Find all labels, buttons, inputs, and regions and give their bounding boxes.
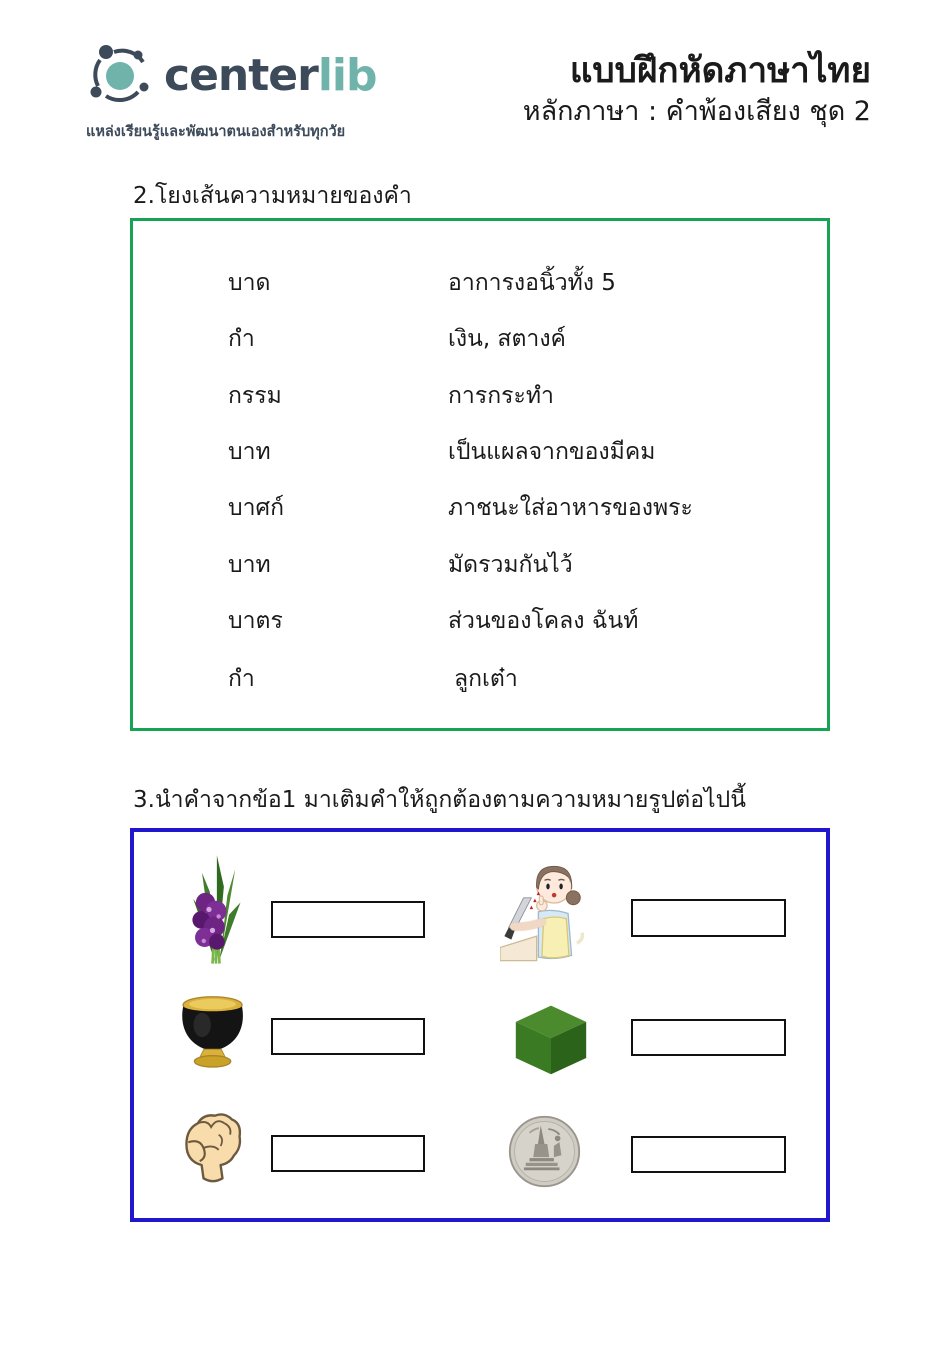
match-word: บาศก์ bbox=[228, 495, 285, 521]
match-meaning: เป็นแผลจากของมีคม bbox=[448, 439, 656, 465]
section2-heading: 2.โยงเส้นความหมายของคำ bbox=[133, 183, 412, 209]
match-row bbox=[133, 547, 827, 579]
page-subtitle: หลักภาษา : คำพ้องเสียง ชุด 2 bbox=[522, 95, 871, 127]
match-row bbox=[133, 434, 827, 466]
thai-one-baht-coin-icon bbox=[507, 1114, 582, 1189]
matching-exercise-box bbox=[130, 218, 830, 731]
match-row bbox=[133, 661, 827, 693]
centerlib-logo-icon bbox=[86, 38, 158, 114]
match-meaning: ภาชนะใส่อาหารของพระ bbox=[448, 495, 693, 521]
match-meaning: อาการงอนิ้วทั้ง 5 bbox=[448, 270, 616, 296]
picture-fill-in-box bbox=[130, 828, 830, 1222]
girl-cut-finger-with-knife-icon bbox=[500, 856, 596, 964]
match-row bbox=[133, 490, 827, 522]
worksheet-header bbox=[523, 50, 871, 129]
answer-box-bowl[interactable] bbox=[271, 1018, 425, 1055]
match-word: บาตร bbox=[228, 608, 283, 634]
match-meaning: เงิน, สตางค์ bbox=[448, 326, 566, 352]
answer-box-coin[interactable] bbox=[631, 1136, 786, 1173]
answer-box-fist[interactable] bbox=[271, 1135, 425, 1172]
match-row bbox=[133, 265, 827, 297]
match-row bbox=[133, 603, 827, 635]
brand-name: centerlib bbox=[164, 50, 377, 101]
match-row bbox=[133, 321, 827, 353]
match-meaning: ลูกเต๋า bbox=[454, 666, 518, 692]
match-word: กำ bbox=[228, 666, 255, 692]
match-word: กรรม bbox=[228, 383, 282, 409]
section3-heading: 3.นำคำจากข้อ1 มาเติมคำให้ถูกต้องตามความหมายรูปต่อไปนี้ bbox=[133, 787, 746, 813]
answer-box-cut[interactable] bbox=[631, 899, 786, 937]
green-cube-icon bbox=[510, 1002, 592, 1076]
answer-box-cube[interactable] bbox=[631, 1019, 786, 1056]
answer-box-flower[interactable] bbox=[271, 901, 425, 938]
monk-alms-bowl-icon bbox=[170, 992, 256, 1070]
match-meaning: การกระทำ bbox=[448, 383, 554, 409]
match-word: บาท bbox=[228, 439, 271, 465]
match-meaning: ส่วนของโคลง ฉันท์ bbox=[448, 608, 639, 634]
page-title: แบบฝึกหัดภาษาไทย bbox=[569, 51, 871, 91]
match-row bbox=[133, 378, 827, 410]
match-word: บาด bbox=[228, 270, 271, 296]
match-meaning: มัดรวมกันไว้ bbox=[448, 552, 573, 578]
logo bbox=[86, 38, 386, 138]
clenched-fist-icon bbox=[174, 1110, 252, 1184]
purple-gladiolus-flowers-icon bbox=[184, 850, 248, 968]
match-word: กำ bbox=[228, 326, 255, 352]
logo-tagline: แหล่งเรียนรู้และพัฒนาตนเองสำหรับทุกวัย bbox=[86, 124, 346, 140]
match-word: บาท bbox=[228, 552, 271, 578]
